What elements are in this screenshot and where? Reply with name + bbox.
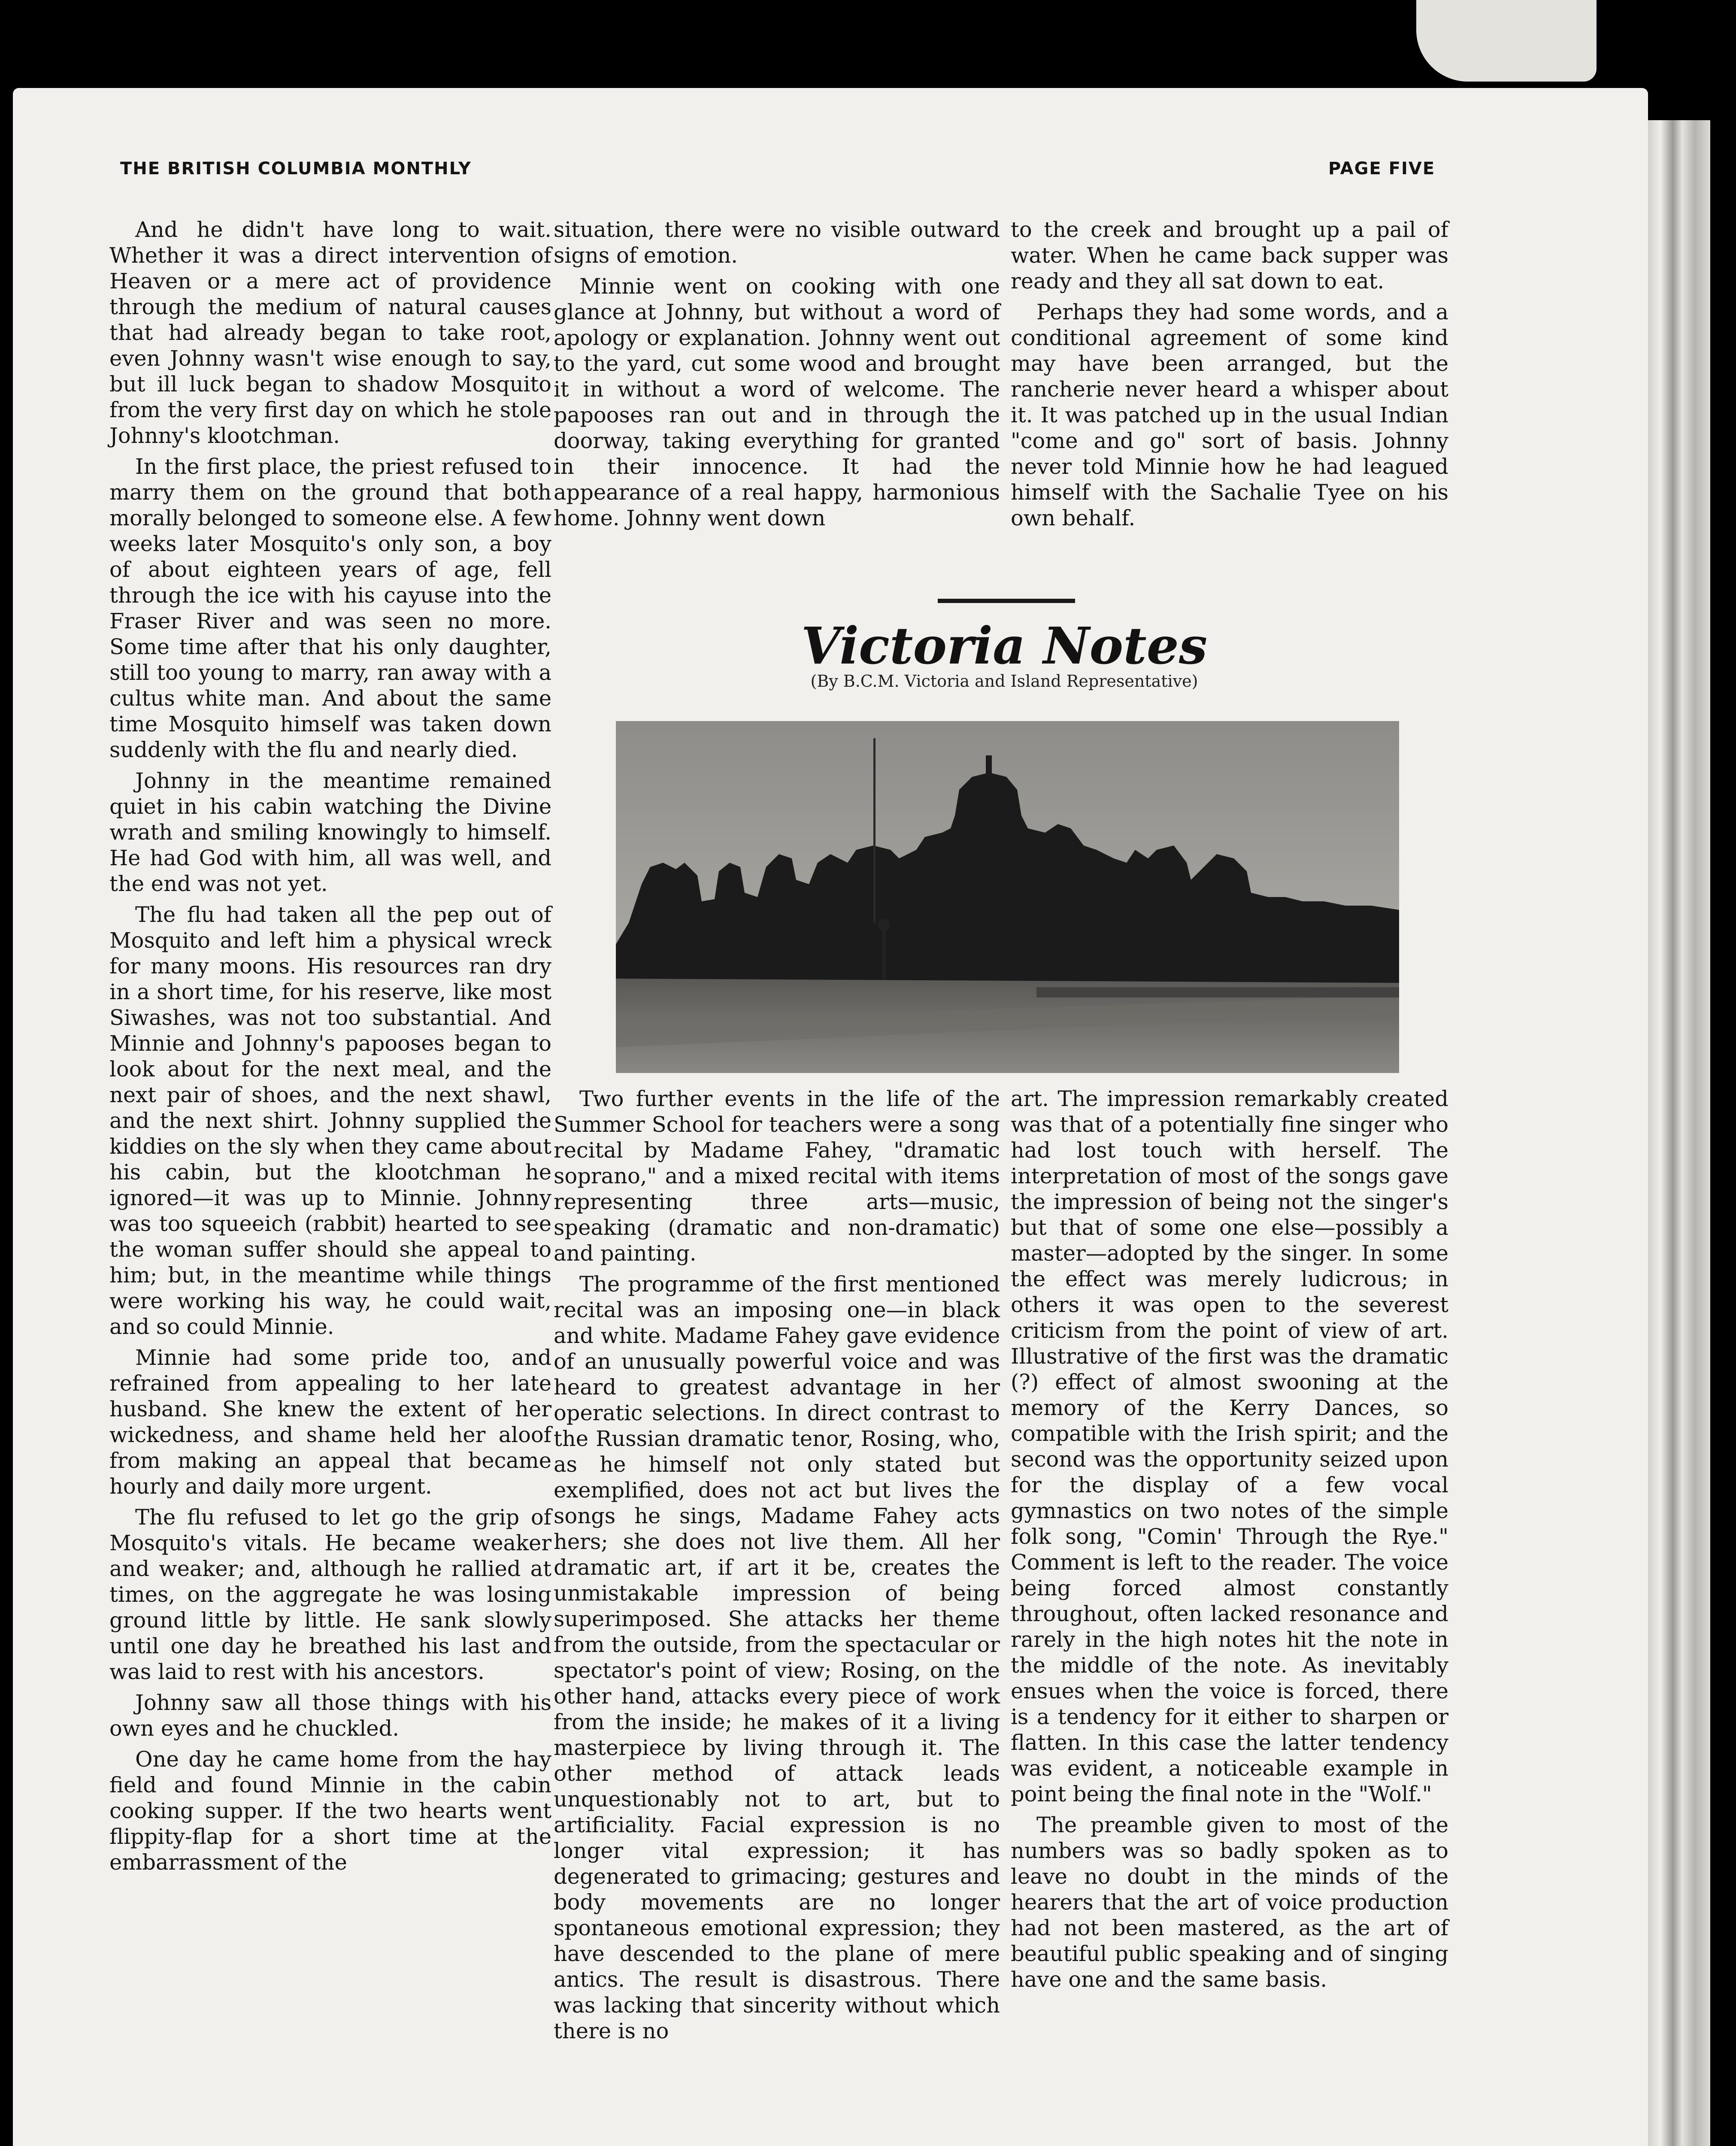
paragraph: Two further events in the life of the Summer School for teachers were a song recital by Madame Fahey, "dramatic soprano," and a mixed recital with items representing three arts—music, speaking (dramatic and non-dramatic) and painting. [554,1086,1000,1266]
article-column-1 [109,217,551,1880]
paragraph: Minnie had some pride too, and refrained from appealing to her late husband. She knew the extent of her wickedness, and shame held her aloof from making an appeal that became hourly and daily more urgent. [109,1345,551,1499]
photo-drawing [616,721,1399,1073]
paragraph: Johnny saw all those things with his own eyes and he chuckled. [109,1690,551,1741]
paragraph: The flu refused to let go the grip of Mosquito's vitals. He became weaker and weaker; and, although he rallied at times, on the aggregate he was losing ground little by little. He sank slowly until one day he breathed his last and was laid to rest with his ancestors. [109,1505,551,1684]
paragraph: Minnie went on cooking with one glance at Johnny, but without a word of apology or explanation. Johnny went out to the yard, cut some wood and brought it in without a word of welcome. The papooses ran out and in through the doorway, taking everything for granted in their innocence. It had the appearance of a real happy, harmonious home. Johnny went down [554,274,1000,530]
section-title: Victoria Notes [801,616,1208,676]
section-byline: (By B.C.M. Victoria and Island Representative) [810,672,1198,691]
article-column-5 [1011,1086,1448,1997]
paragraph: The preamble given to most of the numbers was so badly spoken as to leave no doubt in the minds of the hearers that the art of voice production had not been mastered, as the art of beautiful public speaking and of singing have one and the same basis. [1011,1813,1448,1992]
page-corner [1416,0,1597,82]
article-column-4 [554,1086,1000,2049]
paragraph: The flu had taken all the pep out of Mosquito and left him a physical wreck for many moons. His resources ran dry in a short time, for his reserve, like most Siwashes, was not too substantial. And Minnie and Johnny's papooses began to look about for the next meal, and the next pair of shoes, and the next shawl, and the next shirt. Johnny supplied the kiddies on the sly when they came about his cabin, but the klootchman he ignored—it was up to Minnie. Johnny was too squeeich (rabbit) hearted to see the woman suffer should she appeal to him; but, in the meantime while things were working his way, he could wait, and so could Minnie. [109,902,551,1339]
article-column-2 [554,217,1000,536]
paragraph: Perhaps they had some words, and a conditional agreement of some kind may have been arranged, but the rancherie never heard a whisper about it. It was patched up in the usual Indian "come and go" sort of basis. Johnny never told Minnie how he had leagued himself with the Sachalie Tyee on his own behalf. [1011,300,1448,530]
page-edge-stack [1648,120,1710,2146]
paragraph: art. The impression remarkably created was that of a potentially fine singer who had lost touch with herself. The interpretation of most of the songs gave the impression of being not the singer's but that of some one else—possibly a master—adopted by the singer. In some the effect was merely ludicrous; in others it was open to the severest criticism from the point of view of art. Illustrative of the first was the dramatic (?) effect of almost swooning at the memory of the Kerry Dances, so compatible with the Irish spirit; and the second was the opportunity seized upon for the display of a few vocal gymnastics on two notes of the simple folk song, "Comin' Through the Rye." Comment is left to the reader. The voice being forced almost constantly throughout, often lacked resonance and rarely in the high notes hit the note in the middle of the note. As inevitably ensues when the voice is forced, there is a tendency for it either to sharpen or flatten. In this case the latter tendency was evident, a noticeable example in point being the final note in the "Wolf." [1011,1086,1448,1807]
article-column-3 [1011,217,1448,536]
paragraph: And he didn't have long to wait. Whether it was a direct intervention of Heaven or a mere act of providence through the medium of natural causes that had already began to take root, even Johnny wasn't wise enough to say, but ill luck began to shadow Mosquito from the very first day on which he stole Johnny's klootchman. [109,217,551,448]
parliament-buildings-photo [616,721,1399,1073]
section-divider [938,599,1075,603]
paragraph: to the creek and brought up a pail of water. When he came back supper was ready and they all sat down to eat. [1011,217,1448,294]
paragraph: situation, there were no visible outward signs of emotion. [554,217,1000,268]
running-head-page: PAGE FIVE [1328,159,1436,179]
paragraph: The programme of the first mentioned recital was an imposing one—in black and white. Madame Fahey gave evidence of an unusually powerful voice and was heard to greatest advantage in her operatic selections. In direct contrast to the Russian dramatic tenor, Rosing, who, as he himself not only stated but exemplified, does not act but lives the songs he sings, Madame Fahey acts hers; she does not live them. All her dramatic art, if art it be, creates the unmistakable impression of being superimposed. She attacks her theme from the outside, from the spectacular or spectator's point of view; Rosing, on the other hand, attacks every piece of work from the inside; he makes of it a living masterpiece by living through it. The other method of attack leads unquestionably not to art, but to artificiality. Facial expression is no longer vital expression; it has degenerated to grimacing; gestures and body movements are no longer spontaneous emotional expression; they have descended to the plane of mere antics. The result is disastrous. There was lacking that sincerity without which there is no [554,1272,1000,2043]
paragraph: In the first place, the priest refused to marry them on the ground that both morally belonged to someone else. A few weeks later Mosquito's only son, a boy of about eighteen years of age, fell through the ice with his cayuse into the Fraser River and was seen no more. Some time after that his only daughter, still too young to marry, ran away with a cultus white man. And about the same time Mosquito himself was taken down suddenly with the flu and nearly died. [109,454,551,762]
running-head-publication: THE BRITISH COLUMBIA MONTHLY [120,159,472,179]
paragraph: Johnny in the meantime remained quiet in his cabin watching the Divine wrath and smiling knowingly to himself. He had God with him, all was well, and the end was not yet. [109,768,551,896]
paragraph: One day he came home from the hay field and found Minnie in the cabin cooking supper. If the two hearts went flippity-flap for a short time at the embarrassment of the [109,1747,551,1875]
